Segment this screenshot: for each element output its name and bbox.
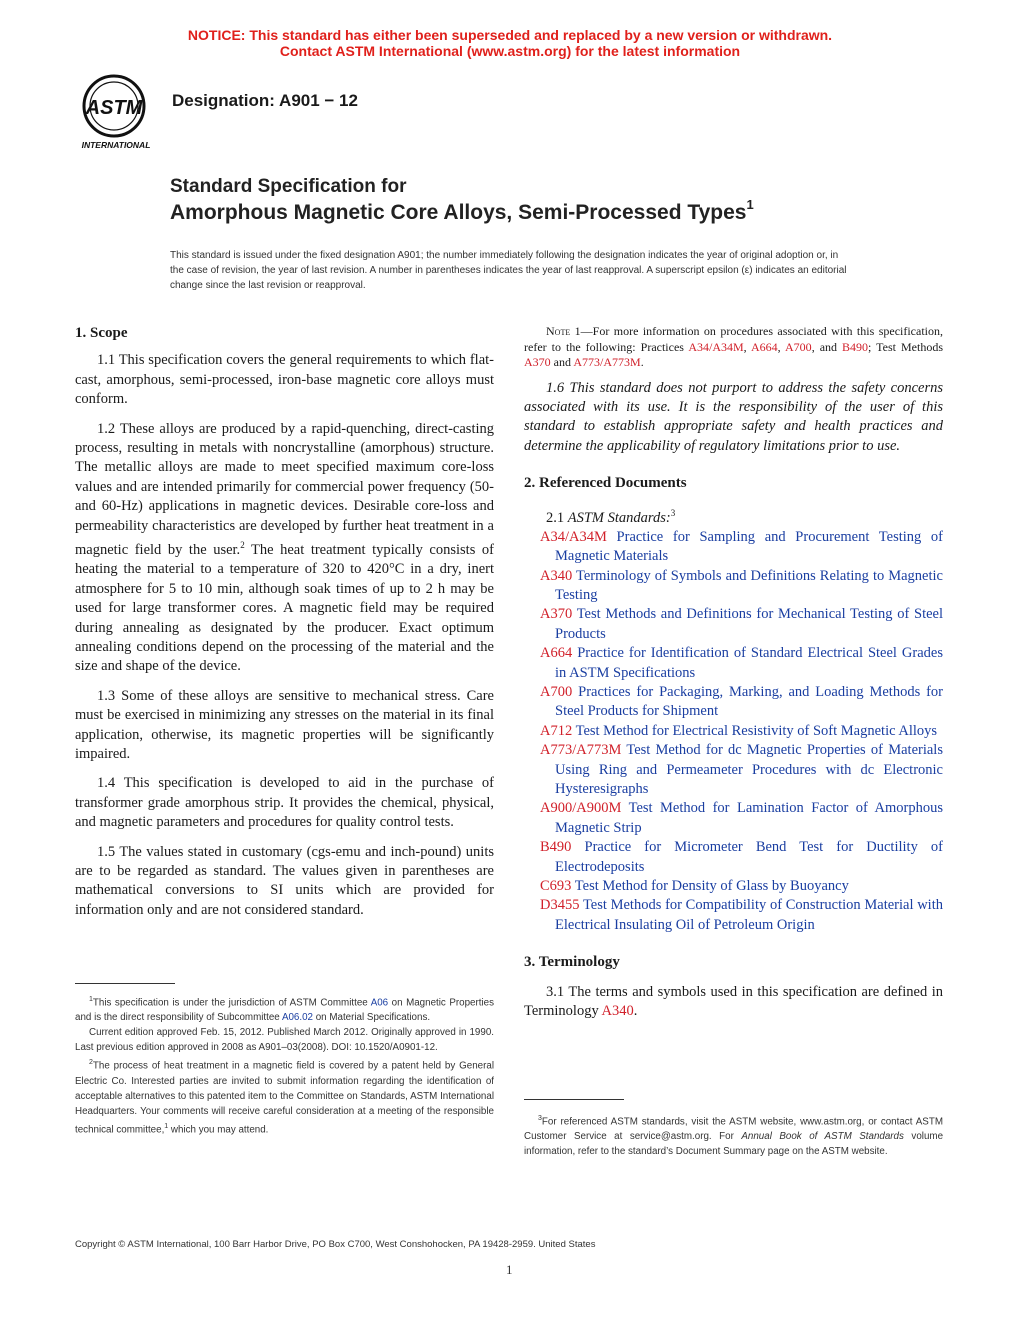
- ref-item[interactable]: A700 Practices for Packaging, Marking, and Loading Methods for Steel Products for Shipment: [540, 684, 944, 720]
- notice-line-1: NOTICE: This standard has either been superseded and replaced by a new version or withdrawn.: [187, 27, 833, 43]
- issuance-note: This standard is issued under the fixed designation A901; the number immediately following the designation indicates the year of original adoption or, in the case of revision, the year of last revision. A number in parentheses indicates the year of last reapproval. A superscript epsilon (ε) indicates an editorial change since the last revision or reapproval.: [170, 250, 847, 291]
- link-a06[interactable]: A06: [370, 997, 389, 1009]
- para-1-4: 1.4 This specification is developed to aid in the purchase of transformer grade amorphous strip. It provides the chemical, physical, and magnetic parameters and procedures for quality control tests.: [75, 775, 494, 831]
- referenced-standards-list: [524, 528, 943, 936]
- copyright: Copyright © ASTM International, 100 Barr Harbor Drive, PO Box C700, West Conshohocken, PA 19428-2959. United States: [75, 1239, 596, 1250]
- title-line-1: Standard Specification for: [170, 176, 407, 197]
- notice-line-2: Contact ASTM International (www.astm.org) for the latest information: [279, 43, 741, 59]
- para-2-1: 2.1 ASTM Standards:$^3$: [546, 507, 676, 526]
- astm-logo: [72, 70, 164, 150]
- link-a370[interactable]: A370: [524, 355, 551, 369]
- link-a06-02[interactable]: A06.02: [281, 1012, 313, 1024]
- logo-subtext: INTERNATIONAL: [81, 140, 151, 150]
- footnote-3: $^3$For referenced ASTM standards, visit the ASTM website, www.astm.org, or contact ASTM Customer Service at service@astm.org. For Annual Book of ASTM Standards volume information, refer to the standard’s Document Summary page on the ASTM website.: [524, 1115, 944, 1158]
- section-referenced-documents-heading: 2. Referenced Documents: [524, 475, 687, 492]
- para-1-2: 1.2 These alloys are produced by a rapid-quenching, direct-casting process, resulting in metals with noncrystalline (amorphous) structure. The metallic alloys are made to meet specified maximum core-loss values and are intended primarily for commercial power frequency (50- and 60-Hz) applications in magnetic devices. Desirable core-loss and permeability characteristics are developed by further heat treatment in a magnetic field by the user.$^2$ The heat treatment typically consists of heating the material to a temperature of 320 to 420°C in a dry, inert atmosphere for 5 to 10 min, although soak times of up to 2 h may be used for large transformer cores. A magnetic field may be required during annealing as designated by the producer. Exact optimum annealing conditions depend on the processing of the material and the size and shape of the device.: [75, 420, 494, 675]
- ref-item[interactable]: A664 Practice for Identification of Standard Electrical Steel Grades in ASTM Specifications: [540, 645, 943, 681]
- ref-item[interactable]: D3455 Test Methods for Compatibility of Construction Material with Electrical Insulating Oil of Petroleum Origin: [540, 897, 943, 933]
- link-a664[interactable]: A664: [751, 339, 778, 354]
- footnote-2: $^2$The process of heat treatment in a magnetic field is covered by a patent held by General Electric Co. Interested parties are invited to submit information regarding the identification of acceptable alternatives to this patented item to the Committee on Standards, ASTM International Headquarters. Your comments will receive careful consideration at a meeting of the responsible technical committee,$^1$ which you may attend.: [75, 1059, 494, 1135]
- para-1-6: 1.6 This standard does not purport to address the safety concerns associated with its use. It is the responsibility of the user of this standard to establish appropriate safety and health practices and determine the applicability of regulatory limitations prior to use.: [524, 379, 943, 454]
- title-line-2: Amorphous Magnetic Core Alloys, Semi-Processed Types$^1$: [170, 197, 754, 224]
- ref-item[interactable]: A773/A773M Test Method for dc Magnetic Properties of Materials Using Ring and Permeameter Procedures with dc Electronic Hysteresigraphs: [540, 742, 943, 798]
- note-1: Note 1—For more information on procedures associated with this specification, refer to the following: Practices A34/A34M, A664, A700, and B490; Test Methods A370 and A773/A773M.: [524, 324, 943, 369]
- ref-item[interactable]: A340 Terminology of Symbols and Definitions Relating to Magnetic Testing: [540, 567, 943, 603]
- section-terminology-heading: 3. Terminology: [524, 954, 620, 971]
- para-1-3: 1.3 Some of these alloys are sensitive to mechanical stress. Care must be exercised in minimizing any stresses on the material in its final application, otherwise, its magnetic properties will be significantly impaired.: [75, 687, 494, 762]
- para-1-5: 1.5 The values stated in customary (cgs-emu and inch-pound) units are to be regarded as standard. The values given in parentheses are mathematical conversions to SI units which are provided for information only and are not considered standard.: [75, 843, 494, 918]
- left-column: [75, 324, 494, 920]
- page-number: 1: [506, 1262, 513, 1277]
- logo-text: ASTM: [85, 97, 143, 119]
- ref-item[interactable]: A712 Test Method for Electrical Resistivity of Soft Magnetic Alloys: [540, 722, 938, 739]
- right-column: [524, 324, 943, 1022]
- designation: Designation: A901 − 12: [172, 91, 358, 110]
- para-3-1: 3.1 The terms and symbols used in this specification are defined in Terminology A340.: [524, 983, 943, 1020]
- link-a340[interactable]: A340: [601, 1003, 634, 1020]
- footnotes-left: [75, 992, 494, 1137]
- ref-item[interactable]: A34/A34M Practice for Sampling and Procurement Testing of Magnetic Materials: [540, 528, 944, 565]
- section-scope-heading: 1. Scope: [75, 325, 128, 341]
- ref-item[interactable]: A370 Test Methods and Definitions for Mechanical Testing of Steel Products: [540, 606, 943, 642]
- ref-item[interactable]: A900/A900M Test Method for Lamination Factor of Amorphous Magnetic Strip: [540, 800, 943, 836]
- ref-item[interactable]: B490 Practice for Micrometer Bend Test for Ductility of Electrodeposits: [540, 839, 943, 875]
- footnote-edition: Current edition approved Feb. 15, 2012. Published March 2012. Originally approved in 1990. Last previous edition approved in 2008 as A901–03(2008). DOI: 10.1520/A0901-12.: [75, 1027, 494, 1054]
- link-a773[interactable]: A773/A773M: [573, 355, 641, 369]
- footnote-rule-left: [75, 983, 175, 984]
- link-b490[interactable]: B490: [842, 339, 869, 354]
- footnote-1: $^1$This specification is under the jurisdiction of ASTM Committee A06 on Magnetic Properties and is the direct responsibility of Subcommittee A06.02 on Material Specifications.: [75, 996, 494, 1024]
- link-a700[interactable]: A700: [785, 339, 812, 354]
- para-1-1: 1.1 This specification covers the general requirements to which flat-cast, amorphous, semi-processed, iron-base magnetic core alloys must conform.: [75, 352, 494, 408]
- link-a34[interactable]: A34/A34M: [688, 339, 744, 354]
- footnote-rule-right: [524, 1099, 624, 1100]
- ref-item[interactable]: C693 Test Method for Density of Glass by Buoyancy: [540, 878, 849, 895]
